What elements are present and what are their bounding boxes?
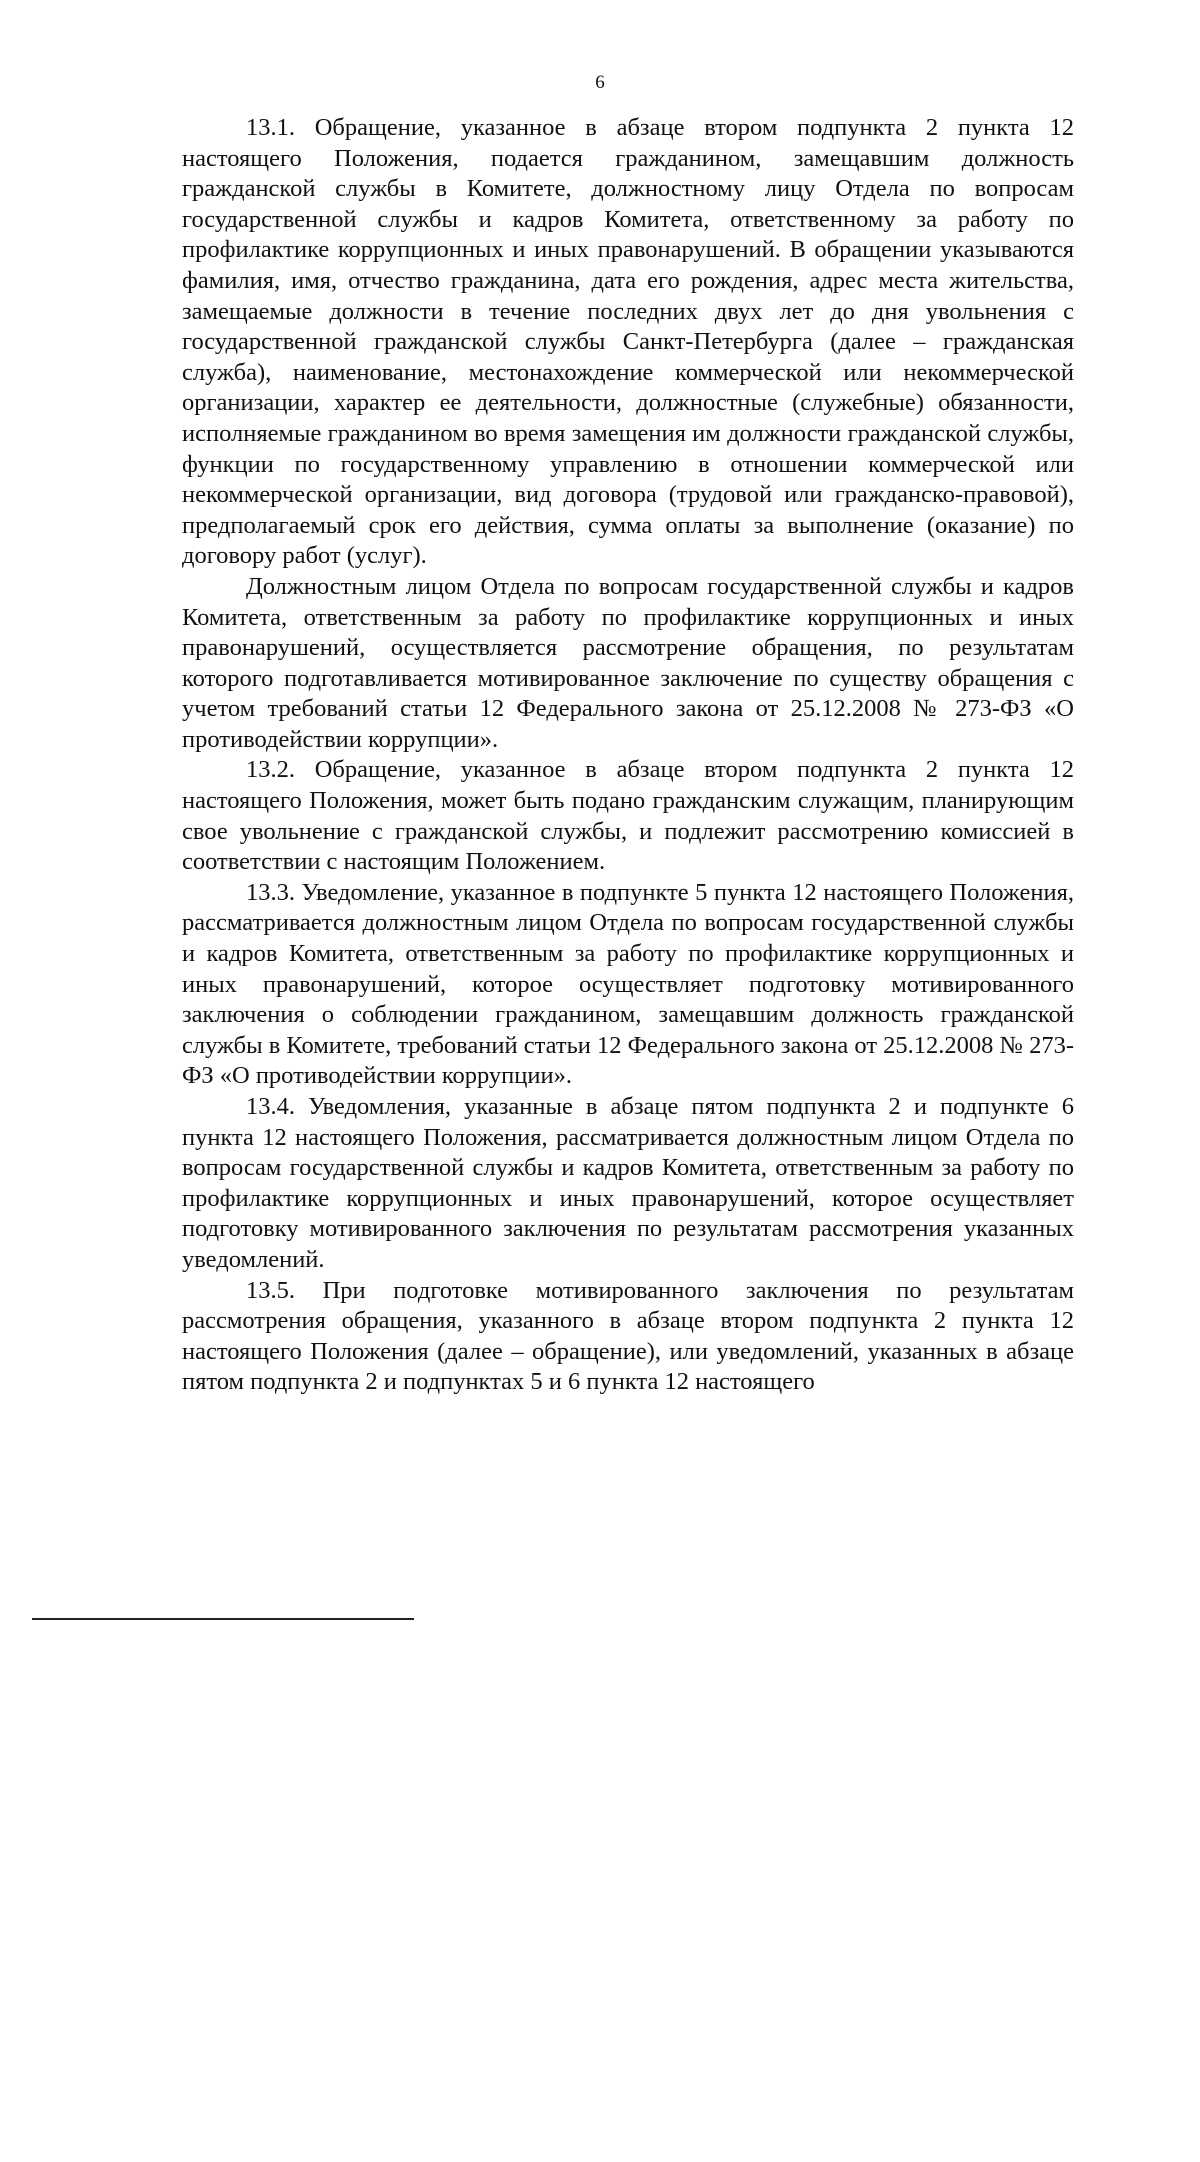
- paragraph-13-2: 13.2. Обращение, указанное в абзаце втором подпункта 2 пункта 12 настоящего Положения, может быть подано гражданским служащим, планирующим свое увольнение с гражданской службы, и подлежит рассмотрению комиссией в соответствии с настоящим Положением.: [182, 756, 1074, 876]
- paragraph-13-3: 13.3. Уведомление, указанное в подпункте 5 пункта 12 настоящего Положения, рассматривается должностным лицом Отдела по вопросам государственной службы и кадров Комитета, ответственным за работу по профилактике коррупционных и иных правонарушений, которое осуществляет подготовку мотивированного заключения о соблюдении гражданином, замещавшим должность гражданской службы в Комитете, требований статьи 12 Федерального закона от 25.12.2008 № 273-ФЗ «О противодействии коррупции».: [182, 878, 1074, 1090]
- paragraph-13-1-review: Должностным лицом Отдела по вопросам государственной службы и кадров Комитета, ответственным за работу по профилактике коррупционных и иных правонарушений, осуществляется рассмотрение обращения, по результатам которого подготавливается мотивированное заключение по существу обращения с учетом требований статьи 12 Федерального закона от 25.12.2008 № 273-ФЗ «О противодействии коррупции».: [182, 572, 1074, 753]
- document-body: [182, 113, 1074, 1398]
- paragraph-13-5: 13.5. При подготовке мотивированного заключения по результатам рассмотрения обращения, указанного в абзаце втором подпункта 2 пункта 12 настоящего Положения (далее – обращение), или уведомлений, указанных в абзаце пятом подпункта 2 и подпунктах 5 и 6 пункта 12 настоящего: [182, 1276, 1074, 1396]
- paragraph-13-1: 13.1. Обращение, указанное в абзаце втором подпункта 2 пункта 12 настоящего Положения, подается гражданином, замещавшим должность гражданской службы в Комитете, должностному лицу Отдела по вопросам государственной службы и кадров Комитета, ответственному за работу по профилактике коррупционных и иных правонарушений. В обращении указываются фамилия, имя, отчество гражданина, дата его рождения, адрес места жительства, замещаемые должности в течение последних двух лет до дня увольнения с государственной гражданской службы Санкт-Петербурга (далее – гражданская служба), наименование, местонахождение коммерческой или некоммерческой организации, характер ее деятельности, должностные (служебные) обязанности, исполняемые гражданином во время замещения им должности гражданской службы, функции по государственному управлению в отношении коммерческой или некоммерческой организации, вид договора (трудовой или гражданско-правовой), предполагаемый срок его действия, сумма оплаты за выполнение (оказание) по договору работ (услуг).: [182, 114, 1074, 570]
- paragraph-13-4: 13.4. Уведомления, указанные в абзаце пятом подпункта 2 и подпункте 6 пункта 12 настоящего Положения, рассматривается должностным лицом Отдела по вопросам государственной службы и кадров Комитета, ответственным за работу по профилактике коррупционных и иных правонарушений, которое осуществляет подготовку мотивированного заключения по результатам рассмотрения указанных уведомлений.: [182, 1093, 1074, 1273]
- page-number: 6: [595, 72, 605, 93]
- footnote-divider: [32, 1618, 414, 1620]
